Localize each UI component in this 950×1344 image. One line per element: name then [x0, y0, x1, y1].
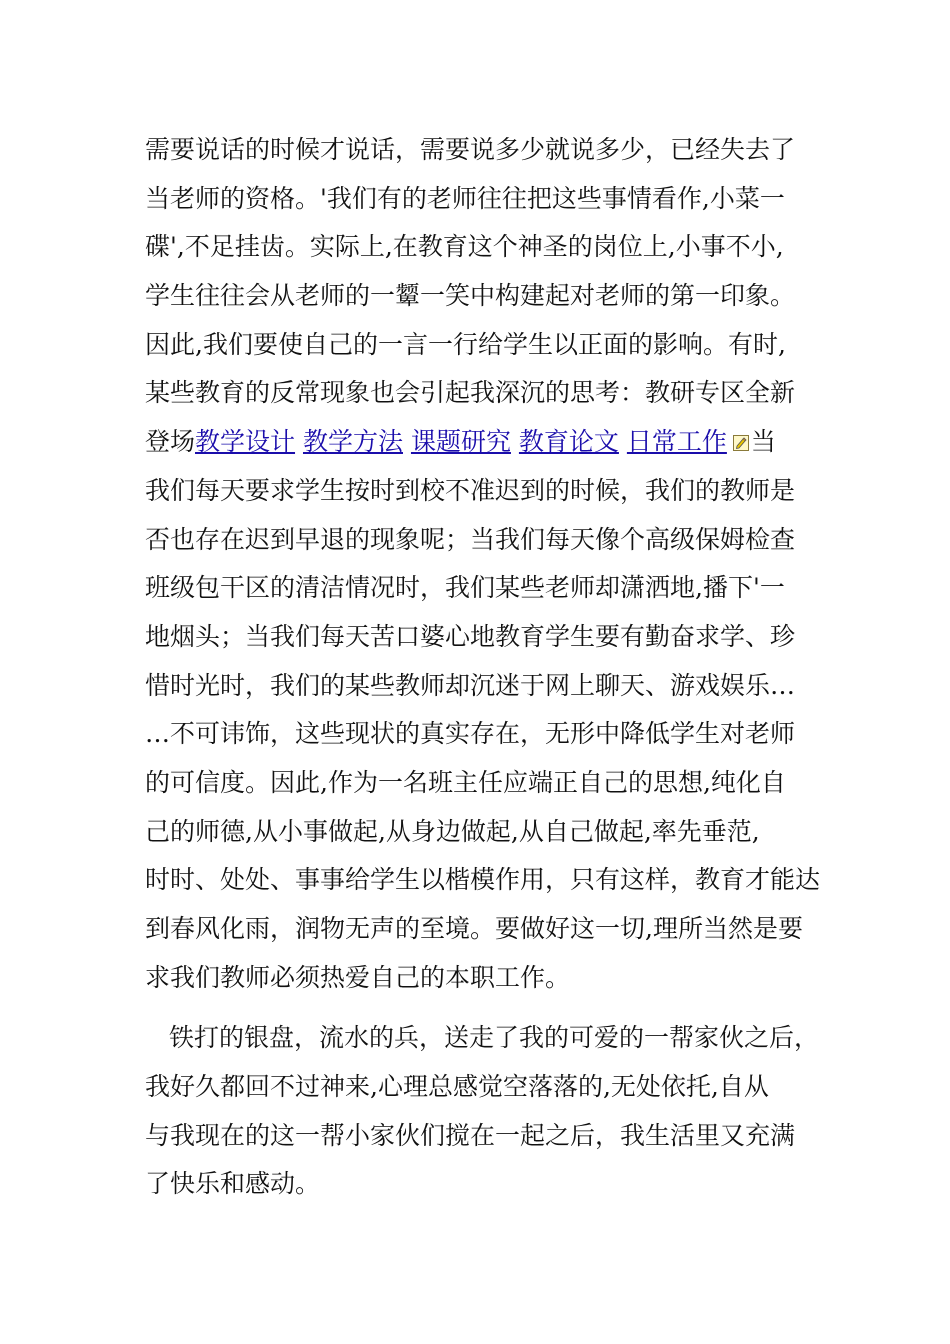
text-line: 己的师德,从小事做起,从身边做起,从自己做起,率先垂范,	[145, 816, 760, 846]
text-line: 班级包干区的清洁情况时，我们某些老师却潇洒地,播下'一	[145, 573, 785, 603]
text-line: 求我们教师必须热爱自己的本职工作。	[145, 962, 571, 992]
text-line: 惜时光时，我们的某些教师却沉迷于网上聊天、游戏娱乐…	[145, 670, 796, 700]
text-line: …不可讳饰，这些现状的真实存在，无形中降低学生对老师	[145, 719, 796, 749]
text-line: 时时、处处、事事给学生以楷模作用，只有这样，教育才能达	[145, 865, 821, 895]
link-teaching-methods[interactable]: 教学方法	[302, 427, 403, 457]
link-research-topics[interactable]: 课题研究	[410, 427, 511, 457]
text-line: 与我现在的这一帮小家伙们搅在一起之后，我生活里又充满	[145, 1120, 796, 1150]
text-line: 我们每天要求学生按时到校不准迟到的时候，我们的教师是	[145, 475, 796, 505]
text-line: 到春风化雨，润物无声的至境。要做好这一切,理所当然是要	[145, 914, 803, 943]
document-page	[145, 126, 825, 1209]
text-line: 某些教育的反常现象也会引起我深沉的思考：教研专区全新	[145, 378, 796, 408]
paragraph-2	[145, 1014, 825, 1209]
text-line: 我好久都回不过神来,心理总感觉空落落的,无处依托,自从	[145, 1072, 769, 1102]
text-line: 了快乐和感动。	[145, 1169, 321, 1199]
text-line: 否也存在迟到早退的现象呢；当我们每天像个高级保姆检查	[145, 524, 796, 554]
link-teaching-design[interactable]: 教学设计	[195, 427, 296, 457]
paragraph-1	[145, 126, 825, 1002]
edit-link-icon[interactable]	[733, 419, 749, 435]
text-line: 铁打的银盘，流水的兵，送走了我的可爱的一帮家伙之后，	[169, 1023, 820, 1053]
text-line: 需要说话的时候才说话，需要说多少就说多少，已经失去了	[145, 135, 796, 164]
text-line: 学生往往会从老师的一颦一笑中构建起对老师的第一印象。	[145, 281, 796, 311]
text-line: 碟',不足挂齿。实际上,在教育这个神圣的岗位上,小事不小,	[145, 232, 784, 262]
link-line	[145, 418, 825, 467]
text-line: 因此,我们要使自己的一言一行给学生以正面的影响。有时,	[145, 329, 786, 359]
link-daily-work[interactable]: 日常工作	[626, 427, 727, 457]
text-line: 地烟头；当我们每天苦口婆心地教育学生要有勤奋求学、珍	[145, 621, 796, 651]
text-line: 的可信度。因此,作为一名班主任应端正自己的思想,纯化自	[145, 767, 786, 797]
link-line-prefix: 登场	[145, 427, 196, 457]
link-education-papers[interactable]: 教育论文	[518, 427, 619, 457]
link-line-suffix: 当	[750, 427, 776, 457]
paragraph-gap	[145, 1002, 825, 1014]
text-line: 当老师的资格。'我们有的老师往往把这些事情看作,小菜一	[145, 183, 785, 213]
